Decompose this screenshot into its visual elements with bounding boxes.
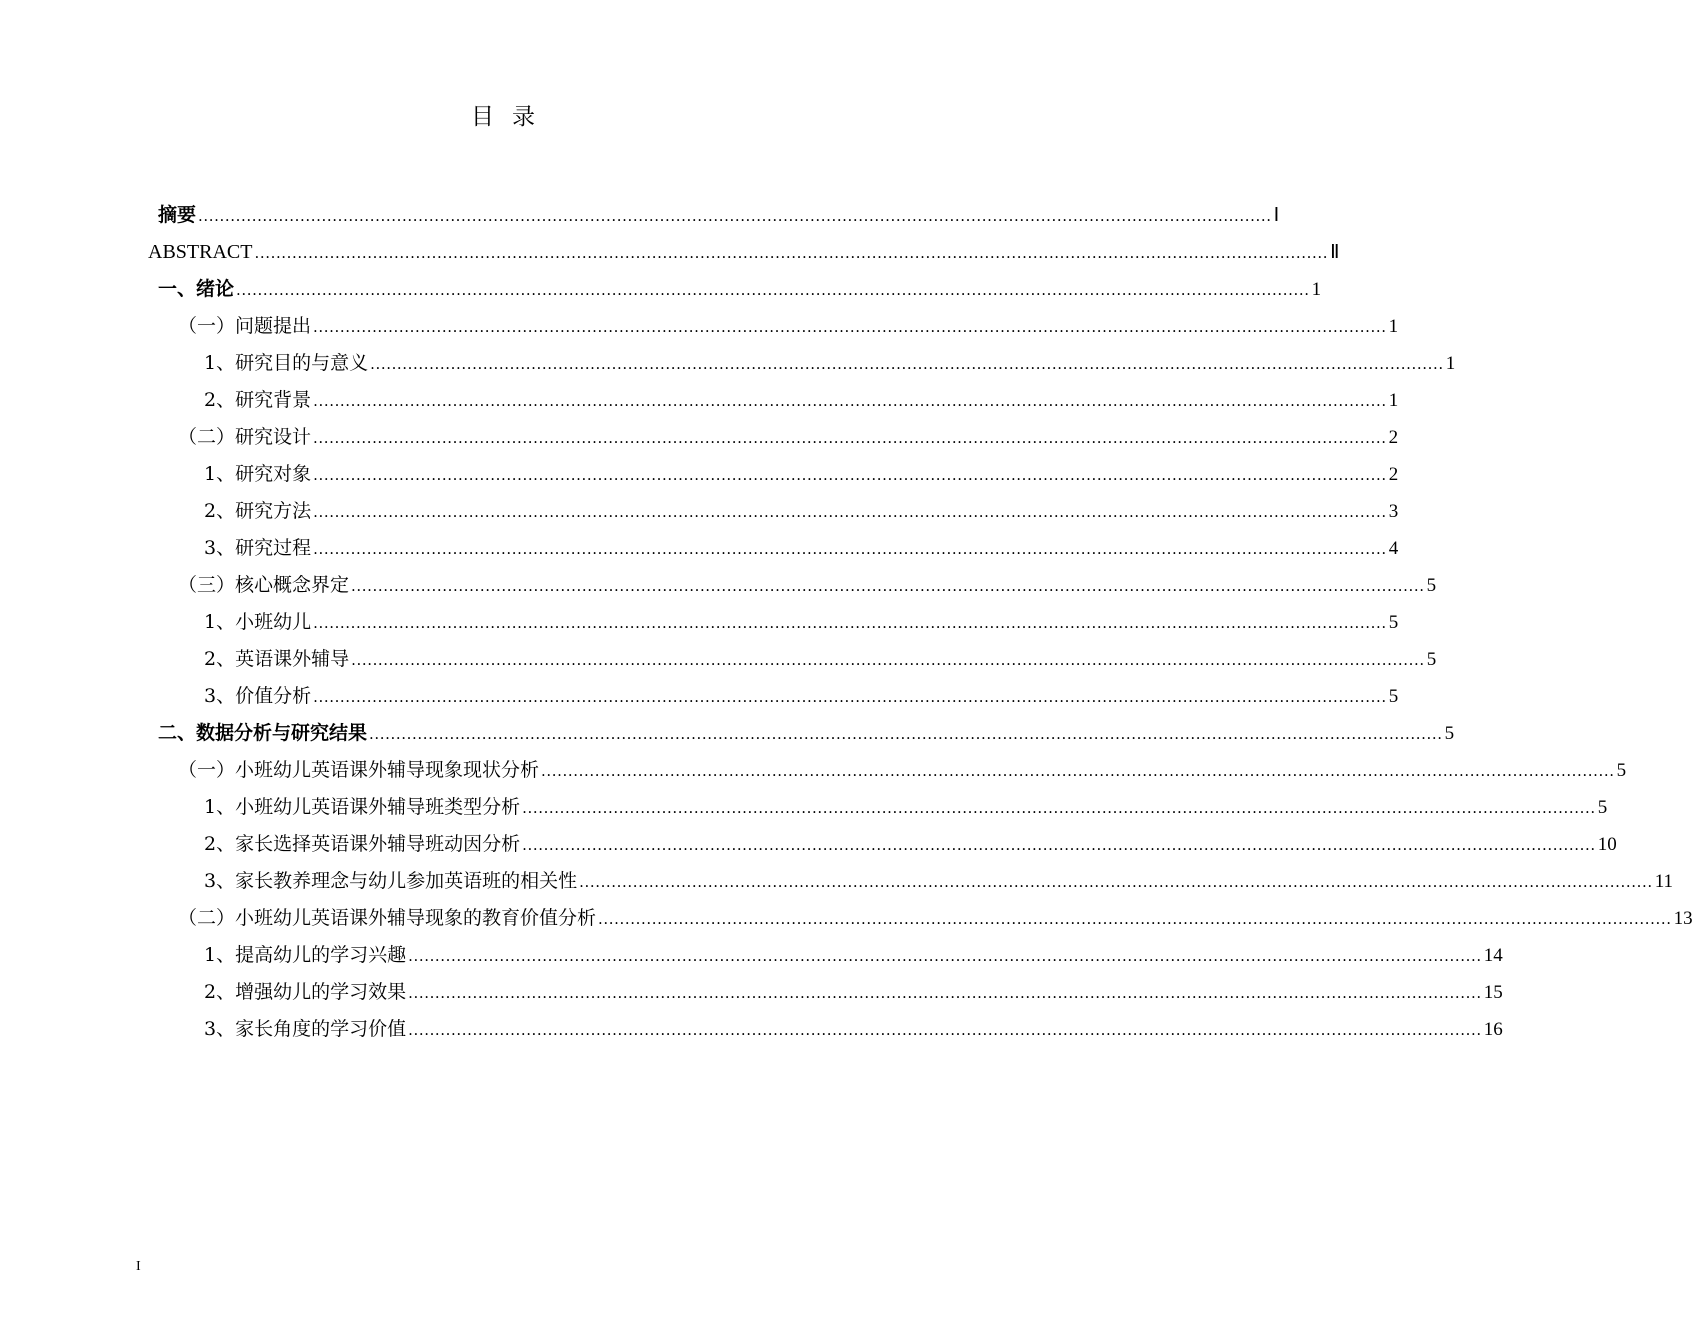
toc-entry[interactable] <box>204 829 1617 859</box>
toc-entry-page-number: Ⅱ <box>1330 242 1340 263</box>
toc-entry[interactable] <box>204 977 1503 1007</box>
toc-dot-leader: ........................................................................................................................................................................................................ <box>236 281 1310 299</box>
toc-entry-label: 二、数据分析与研究结果 <box>158 722 368 744</box>
toc-entry-label: 3、研究过程 <box>204 537 312 559</box>
toc-entry-page-number: 1 <box>1311 279 1322 300</box>
toc-entry-label: 一、绪论 <box>158 278 235 300</box>
toc-entry[interactable] <box>158 200 1280 230</box>
toc-entry-page-number: 5 <box>1426 649 1437 670</box>
toc-dot-leader: ........................................................................................................................................................................................................ <box>351 651 1425 669</box>
toc-entry-page-number: 1 <box>1445 353 1456 374</box>
toc-dot-leader: ........................................................................................................................................................................................................ <box>408 947 1482 965</box>
toc-entry[interactable] <box>178 903 1693 933</box>
toc-title: 目录 <box>471 104 553 130</box>
toc-entry-label: 3、价值分析 <box>204 685 312 707</box>
toc-entry-page-number: 5 <box>1388 612 1399 633</box>
toc-dot-leader: ........................................................................................................................................................................................................ <box>369 725 1443 743</box>
toc-entry-label: （三）核心概念界定 <box>178 574 350 596</box>
toc-dot-leader: ........................................................................................................................................................................................................ <box>522 799 1596 817</box>
toc-entry-page-number: 5 <box>1388 686 1399 707</box>
toc-entry[interactable] <box>204 644 1437 674</box>
toc-entry-label: （二）小班幼儿英语课外辅导现象的教育价值分析 <box>178 907 597 929</box>
toc-dot-leader: ........................................................................................................................................................................................................ <box>313 503 1387 521</box>
toc-entry-label: 2、英语课外辅导 <box>204 648 350 670</box>
toc-dot-leader: ........................................................................................................................................................................................................ <box>313 392 1387 410</box>
toc-entry-label: ABSTRACT <box>148 241 253 263</box>
toc-entry-page-number: 1 <box>1388 390 1399 411</box>
toc-entry[interactable] <box>204 607 1399 637</box>
toc-entry-label: 摘要 <box>158 204 197 226</box>
toc-entry-page-number: 13 <box>1673 908 1693 929</box>
toc-entry-label: 1、小班幼儿英语课外辅导班类型分析 <box>204 796 521 818</box>
toc-entry-label: 1、提高幼儿的学习兴趣 <box>204 944 407 966</box>
toc-dot-leader: ........................................................................................................................................................................................................ <box>313 429 1387 447</box>
toc-entry[interactable] <box>204 1014 1503 1044</box>
toc-entry[interactable] <box>204 385 1399 415</box>
toc-dot-leader: ........................................................................................................................................................................................................ <box>198 207 1272 225</box>
toc-entry-page-number: Ⅰ <box>1273 205 1280 226</box>
toc-entry-page-number: 16 <box>1483 1019 1503 1040</box>
toc-entry-page-number: 11 <box>1654 871 1674 892</box>
toc-dot-leader: ........................................................................................................................................................................................................ <box>351 577 1425 595</box>
toc-dot-leader: ........................................................................................................................................................................................................ <box>522 836 1596 854</box>
toc-dot-leader: ........................................................................................................................................................................................................ <box>313 688 1387 706</box>
toc-entry-page-number: 5 <box>1444 723 1455 744</box>
toc-entry-page-number: 5 <box>1597 797 1608 818</box>
toc-entry-label: （二）研究设计 <box>178 426 312 448</box>
toc-dot-leader: ........................................................................................................................................................................................................ <box>313 614 1387 632</box>
toc-entry-page-number: 4 <box>1388 538 1399 559</box>
toc-entry-label: 2、研究方法 <box>204 500 312 522</box>
toc-entry[interactable] <box>178 570 1437 600</box>
toc-entry-page-number: 10 <box>1597 834 1617 855</box>
toc-entry[interactable] <box>204 348 1456 378</box>
toc-entry-label: （一）小班幼儿英语课外辅导现象现状分析 <box>178 759 540 781</box>
toc-entry[interactable] <box>204 496 1399 526</box>
toc-entry-page-number: 5 <box>1426 575 1437 596</box>
toc-entry-page-number: 5 <box>1616 760 1627 781</box>
toc-entry-page-number: 15 <box>1483 982 1503 1003</box>
toc-entry-label: 3、家长角度的学习价值 <box>204 1018 407 1040</box>
toc-entry-label: 1、研究目的与意义 <box>204 352 369 374</box>
toc-entry[interactable] <box>178 422 1399 452</box>
toc-dot-leader: ........................................................................................................................................................................................................ <box>579 873 1653 891</box>
toc-entry-label: 2、增强幼儿的学习效果 <box>204 981 407 1003</box>
toc-dot-leader: ........................................................................................................................................................................................................ <box>313 318 1387 336</box>
toc-dot-leader: ........................................................................................................................................................................................................ <box>598 910 1672 928</box>
toc-entry[interactable] <box>204 681 1399 711</box>
toc-dot-leader: ........................................................................................................................................................................................................ <box>408 984 1482 1002</box>
toc-dot-leader: ........................................................................................................................................................................................................ <box>541 762 1615 780</box>
toc-dot-leader: ........................................................................................................................................................................................................ <box>408 1021 1482 1039</box>
toc-entry-label: 3、家长教养理念与幼儿参加英语班的相关性 <box>204 870 578 892</box>
toc-entry[interactable] <box>204 866 1674 896</box>
toc-entry-label: 1、研究对象 <box>204 463 312 485</box>
toc-entry[interactable] <box>204 940 1503 970</box>
toc-dot-leader: ........................................................................................................................................................................................................ <box>313 540 1387 558</box>
toc-dot-leader: ........................................................................................................................................................................................................ <box>313 466 1387 484</box>
toc-entry-page-number: 2 <box>1388 427 1399 448</box>
toc-entry[interactable] <box>158 274 1322 304</box>
toc-entry[interactable] <box>204 792 1608 822</box>
toc-entry[interactable] <box>178 755 1627 785</box>
toc-entry[interactable] <box>148 237 1340 267</box>
toc-entry-page-number: 3 <box>1388 501 1399 522</box>
toc-entry-label: 2、家长选择英语课外辅导班动因分析 <box>204 833 521 855</box>
toc-entry-label: （一）问题提出 <box>178 315 312 337</box>
toc-entry-label: 2、研究背景 <box>204 389 312 411</box>
toc-dot-leader: ........................................................................................................................................................................................................ <box>370 355 1444 373</box>
toc-entry[interactable] <box>204 533 1399 563</box>
toc-entry-page-number: 14 <box>1483 945 1503 966</box>
toc-dot-leader: ........................................................................................................................................................................................................ <box>254 244 1329 262</box>
page-footer-number: I <box>136 1259 141 1274</box>
toc-entry-page-number: 1 <box>1388 316 1399 337</box>
toc-entry-page-number: 2 <box>1388 464 1399 485</box>
toc-entry[interactable] <box>204 459 1399 489</box>
toc-entry-label: 1、小班幼儿 <box>204 611 312 633</box>
toc-entry[interactable] <box>158 718 1455 748</box>
toc-entry[interactable] <box>178 311 1399 341</box>
